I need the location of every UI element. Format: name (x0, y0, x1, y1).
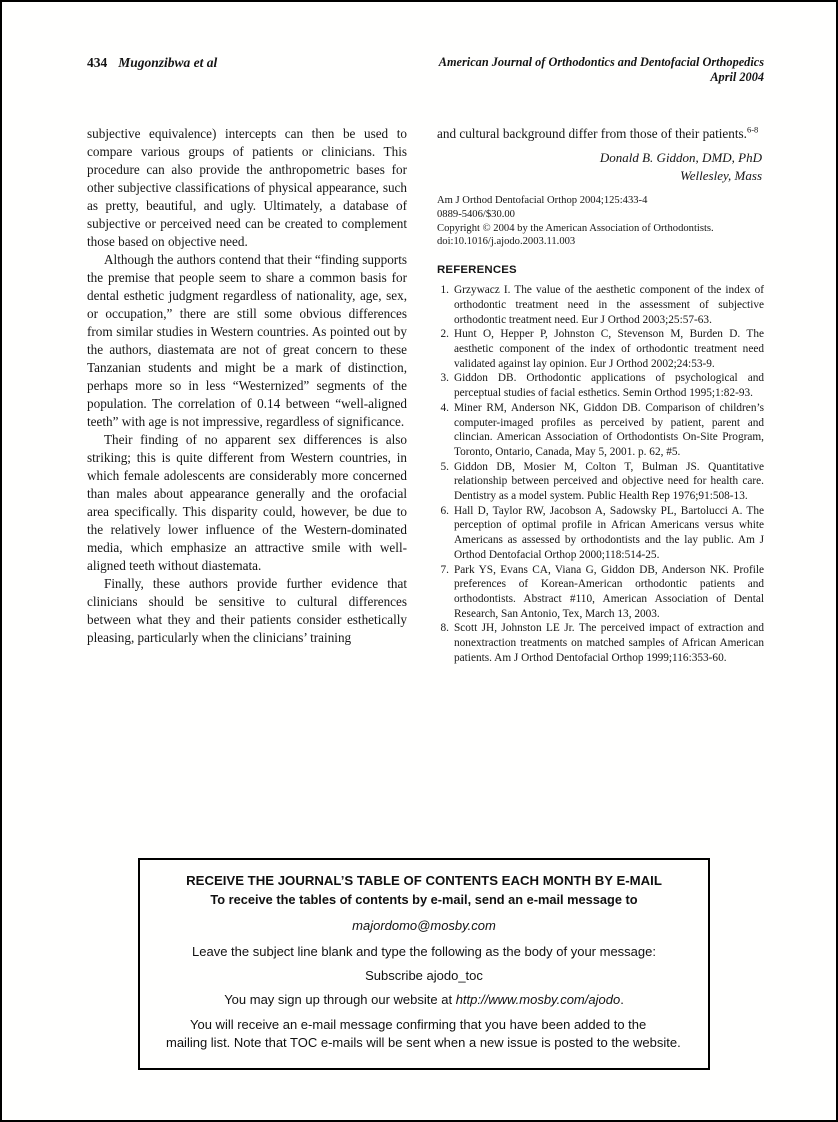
body-paragraph: Although the authors contend that their “finding supports the premise that people seem to share a common basis for dental esthetic judgment regardless of nationality, age, sex, or occupation,” there are still some obvious differences from similar studies in Western countries. As pointed out by the authors, diastemata are not of great concern to these Tanzanian students and might be a mark of distinction, perhaps more so in less “Westernized” segments of the population. The correlation of 0.14 between “well-aligned teeth” with age is not impressive, regardless of significance. (87, 252, 407, 429)
reference-item (437, 371, 764, 400)
article-body (87, 125, 764, 665)
continuation-paragraph (437, 125, 764, 143)
signature-location: Wellesley, Mass (680, 167, 762, 183)
toc-confirmation-note: You will receive an e-mail message confirming that you have been added to the mailing list. Note that TOC e-mails will be sent when a new issue is posted to the website. (166, 1017, 681, 1050)
reference-text: Giddon DB, Mosier M, Colton T, Bulman JS. Quantitative relationship between perceived and objective need for health care. Dentistry as a model system. Public Health Rep 1976;91:508-13. (454, 460, 764, 503)
toc-website-line (166, 992, 682, 1007)
running-head-right (439, 55, 764, 84)
toc-box-subtitle: To receive the tables of contents by e-mail, send an e-mail message to (210, 892, 638, 907)
imprint-line: Am J Orthod Dentofacial Orthop 2004;125:433-4 (437, 195, 648, 206)
continuation-text: and cultural background differ from those of their patients. (437, 126, 747, 141)
toc-subscription-box (138, 858, 710, 1070)
body-paragraph: Their finding of no apparent sex differences is also striking; this is quite different from Western countries, in which female adolescents are considerably more concerned than males about appearance generally and the orofacial area specifically. This disparity could, however, be due to the relatively lower influence of the Western-dominated media, which emphasize an attractive smile with well-aligned teeth without diastemata. (87, 432, 407, 573)
toc-website-url: http://www.mosby.com/ajodo (455, 992, 621, 1007)
reference-text: Hunt O, Hepper P, Johnston C, Stevenson M, Burden D. The aesthetic component of the index of orthodontic treatment need validated against lay opinion. Eur J Orthod 2002;24:53-9. (454, 328, 764, 370)
imprint-line: doi:10.1016/j.ajodo.2003.11.003 (437, 236, 576, 248)
toc-website-suffix: . (620, 992, 624, 1007)
reference-number: 5. (440, 460, 449, 473)
reference-text: Park YS, Evans CA, Viana G, Giddon DB, Anderson NK. Profile preferences of Korean-American orthodontic patients and orthodontists. Abstract #110, American Association of Dental Research, San Antonio, Tex, March 13, 2003. (454, 563, 764, 620)
body-paragraph: Finally, these authors provide further evidence that clinicians should be sensitive to cultural differences between what they and their patients consider esthetically pleasing, particularly when the clinicians’ training (87, 576, 407, 645)
references-heading: REFERENCES (437, 264, 517, 277)
reference-number: 4. (440, 401, 449, 414)
page-number: 434 (87, 55, 108, 70)
toc-box-title: RECEIVE THE JOURNAL’S TABLE OF CONTENTS EACH MONTH BY E-MAIL (186, 873, 662, 888)
authors-name: Mugonzibwa et al (118, 55, 218, 70)
reference-number: 1. (440, 284, 449, 297)
toc-email-address: majordomo@mosby.com (352, 918, 496, 933)
reference-text: Hall D, Taylor RW, Jacobson A, Sadowsky PL, Bartolucci A. The perception of optimal profile in African Americans versus white Americans as assessed by orthodontists and the lay public. Am J Orthod Dentofacial Orthop 2000;118:514-25. (454, 504, 764, 561)
reference-item (437, 563, 764, 622)
imprint-line: Copyright © 2004 by the American Association of Orthodontists. (437, 222, 714, 234)
right-column (437, 125, 764, 665)
reference-number: 8. (440, 622, 449, 635)
references-list (437, 283, 764, 665)
imprint-block (437, 194, 764, 249)
issue-date: April 2004 (710, 69, 764, 84)
reference-item (437, 460, 764, 504)
reference-text: Giddon DB. Orthodontic applications of psychological and perceptual studies of facial esthetics. Semin Orthod 1995;1:82-93. (454, 372, 764, 400)
reference-item (437, 283, 764, 327)
toc-subscribe-command: Subscribe ajodo_toc (365, 968, 483, 983)
signature-name: Donald B. Giddon, DMD, PhD (599, 150, 762, 165)
imprint-line: 0889-5406/$30.00 (437, 208, 515, 220)
reference-text: Scott JH, Johnston LE Jr. The perceived impact of extraction and nonextraction treatments on matched samples of African American patients. Am J Orthod Dentofacial Orthop 1999;116:353-60. (454, 622, 764, 664)
running-head-left (87, 55, 217, 71)
citation-superscript: 6-8 (746, 124, 759, 135)
reference-text: Miner RM, Anderson NK, Giddon DB. Comparison of children’s computer-imaged profiles as perceived by patient, parent and clincian. American Association of Orthodontists On-Site Program, Toronto, Ontario, Canada, May 5, 2001. p. 62, #5. (454, 401, 764, 458)
body-paragraph: subjective equivalence) intercepts can then be used to compare various groups of patients or clinicians. This procedure can also provide the anthropometric bases for other subjective classifications of physical appearance, such as pretty, beautiful, and ugly. Ultimately, a database of subjective or perceived need can be created to complement those based on objective need. (87, 126, 407, 249)
journal-title: American Journal of Orthodontics and Dentofacial Orthopedics (438, 55, 764, 69)
reference-number: 7. (440, 563, 449, 576)
page-header (87, 55, 764, 84)
reference-item (437, 621, 764, 665)
reference-item (437, 504, 764, 563)
reference-number: 3. (440, 372, 449, 385)
author-signature (437, 149, 764, 184)
left-column (87, 125, 407, 665)
reference-number: 6. (440, 504, 449, 517)
reference-text: Grzywacz I. The value of the aesthetic component of the index of orthodontic treatment need in the assessment of subjective orthodontic treatment need. Eur J Orthod 2003;25:57-63. (454, 284, 764, 326)
reference-item (437, 327, 764, 371)
toc-body-instruction: Leave the subject line blank and type the following as the body of your message: (192, 944, 656, 959)
reference-number: 2. (440, 328, 449, 341)
reference-item (437, 401, 764, 460)
toc-website-prefix: You may sign up through our website at (224, 992, 456, 1007)
